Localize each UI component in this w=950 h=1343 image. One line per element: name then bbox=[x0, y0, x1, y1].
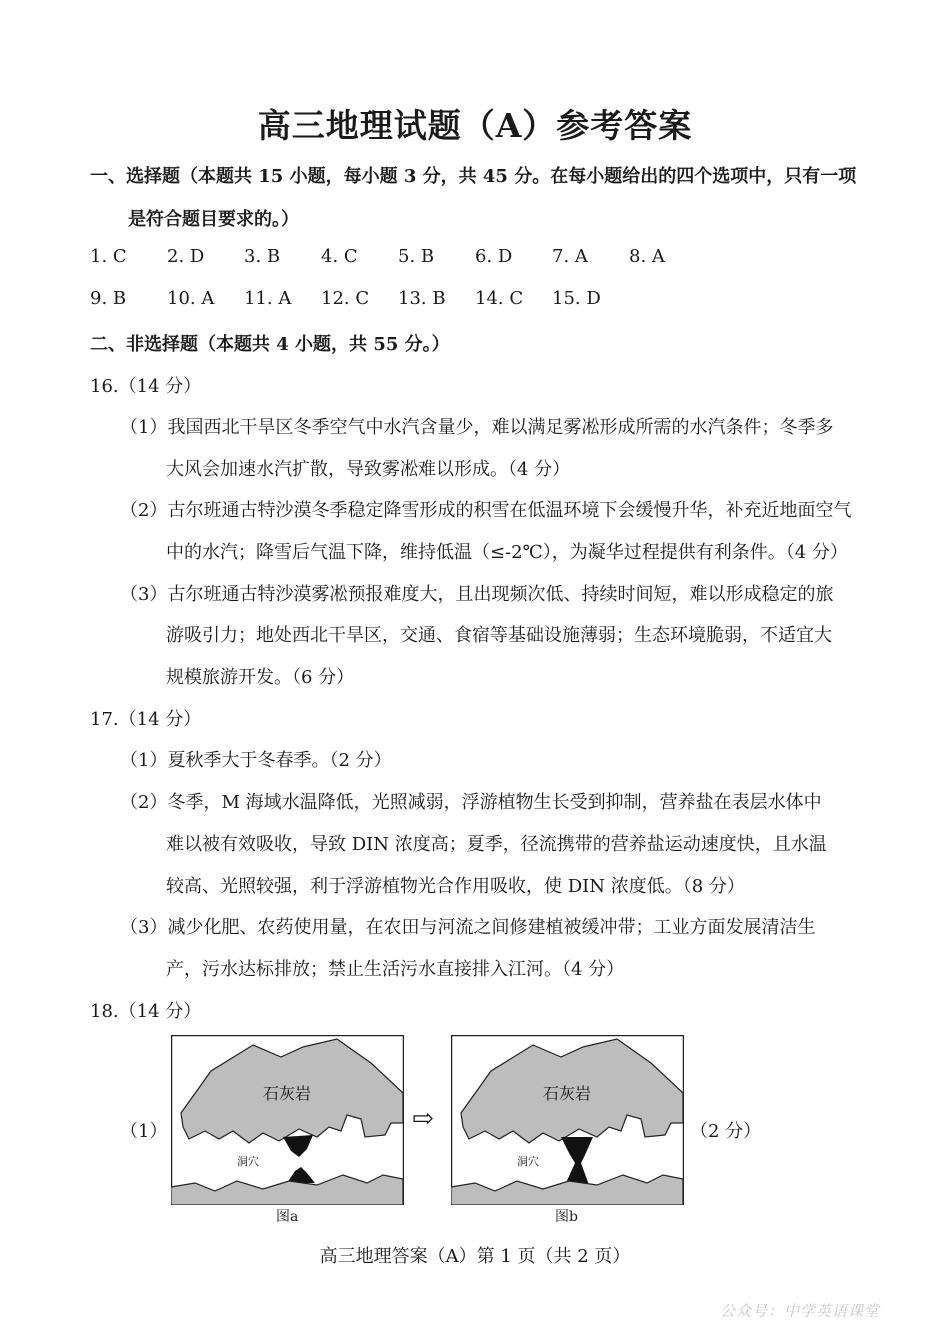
q18-part1-score: （2 分） bbox=[690, 1121, 762, 1142]
q17-part2: （2）冬季，M 海域水温降低，光照减弱，浮游植物生长受到抑制，营养盐在表层水体中 bbox=[120, 792, 822, 813]
answer-item: 5. B bbox=[398, 246, 435, 267]
answer-item: 6. D bbox=[475, 246, 513, 267]
answer-item: 2. D bbox=[167, 246, 205, 267]
figure-a-diagram bbox=[171, 1035, 404, 1205]
q18-part1-label: （1） bbox=[120, 1121, 168, 1142]
answer-item: 13. B bbox=[398, 288, 446, 309]
q16-part3: （3）古尔班通古特沙漠雾凇预报难度大，且出现频次低、持续时间短，难以形成稳定的旅 bbox=[120, 584, 834, 605]
q17-part3: （3）减少化肥、农药使用量，在农田与河流之间修建植被缓冲带；工业方面发展清洁生 bbox=[120, 917, 816, 938]
section2-heading: 二、非选择题（本题共 4 小题，共 55 分。） bbox=[90, 334, 450, 355]
q16-part2: （2）古尔班通古特沙漠冬季稳定降雪形成的积雪在低温环境下会缓慢升华，补充近地面空气 bbox=[120, 500, 852, 521]
q16-part3-cont2: 规模旅游开发。（6 分） bbox=[166, 667, 355, 688]
q17-part2-cont2: 较高、光照较强，利于浮游植物光合作用吸收，使 DIN 浓度低。（8 分） bbox=[166, 876, 745, 897]
answer-item: 10. A bbox=[167, 288, 215, 309]
q17-part3-cont: 产，污水达标排放；禁止生活污水直接排入江河。（4 分） bbox=[166, 959, 625, 980]
answer-row-1 bbox=[90, 246, 665, 267]
page-title: 高三地理试题（A）参考答案 bbox=[257, 106, 693, 145]
section1-heading-cont: 是符合题目要求的。） bbox=[128, 209, 299, 230]
answer-row-2 bbox=[90, 288, 601, 309]
answer-item: 11. A bbox=[244, 288, 292, 309]
q16-part1-cont: 大风会加速水汽扩散，导致雾凇难以形成。（4 分） bbox=[166, 459, 571, 480]
cave-label: 洞穴 bbox=[237, 1155, 259, 1168]
page-footer: 高三地理答案（A）第 1 页（共 2 页） bbox=[319, 1246, 631, 1267]
answer-item: 15. D bbox=[552, 288, 601, 309]
answer-item: 9. B bbox=[90, 288, 127, 309]
figure-b-caption: 图b bbox=[555, 1209, 578, 1225]
section1-heading: 一、选择题（本题共 15 小题，每小题 3 分，共 45 分。在每小题给出的四个选项中，只有一项 bbox=[90, 166, 857, 187]
watermark: 公众号：中学英语课堂 bbox=[719, 1302, 880, 1320]
q16-part2-cont: 中的水汽；降雪后气温下降，维持低温（≤-2℃），为凝华过程提供有利条件。（4 分） bbox=[166, 542, 848, 563]
q16-part3-cont: 游吸引力；地处西北干旱区，交通、食宿等基础设施薄弱；生态环境脆弱，不适宜大 bbox=[166, 625, 832, 646]
figure-b-diagram bbox=[451, 1035, 684, 1205]
answer-item: 14. C bbox=[475, 288, 524, 309]
cave-label: 洞穴 bbox=[517, 1155, 539, 1168]
answer-item: 12. C bbox=[321, 288, 370, 309]
limestone-label: 石灰岩 bbox=[543, 1084, 592, 1103]
answer-item: 1. C bbox=[90, 246, 127, 267]
q17-heading: 17.（14 分） bbox=[90, 709, 202, 730]
q17-part1: （1）夏秋季大于冬春季。（2 分） bbox=[120, 750, 392, 771]
answer-item: 8. A bbox=[629, 246, 665, 267]
limestone-label: 石灰岩 bbox=[263, 1084, 312, 1103]
q16-part1: （1）我国西北干旱区冬季空气中水汽含量少，难以满足雾凇形成所需的水汽条件；冬季多 bbox=[120, 417, 834, 438]
arrow-icon: ⇨ bbox=[412, 1104, 434, 1134]
q18-heading: 18.（14 分） bbox=[90, 1001, 202, 1022]
answer-item: 3. B bbox=[244, 246, 281, 267]
figure-a-caption: 图a bbox=[276, 1209, 299, 1225]
q16-heading: 16.（14 分） bbox=[90, 376, 202, 397]
q17-part2-cont: 难以被有效吸收，导致 DIN 浓度高；夏季，径流携带的营养盐运动速度快，且水温 bbox=[166, 834, 827, 855]
answer-item: 7. A bbox=[552, 246, 588, 267]
answer-item: 4. C bbox=[321, 246, 358, 267]
